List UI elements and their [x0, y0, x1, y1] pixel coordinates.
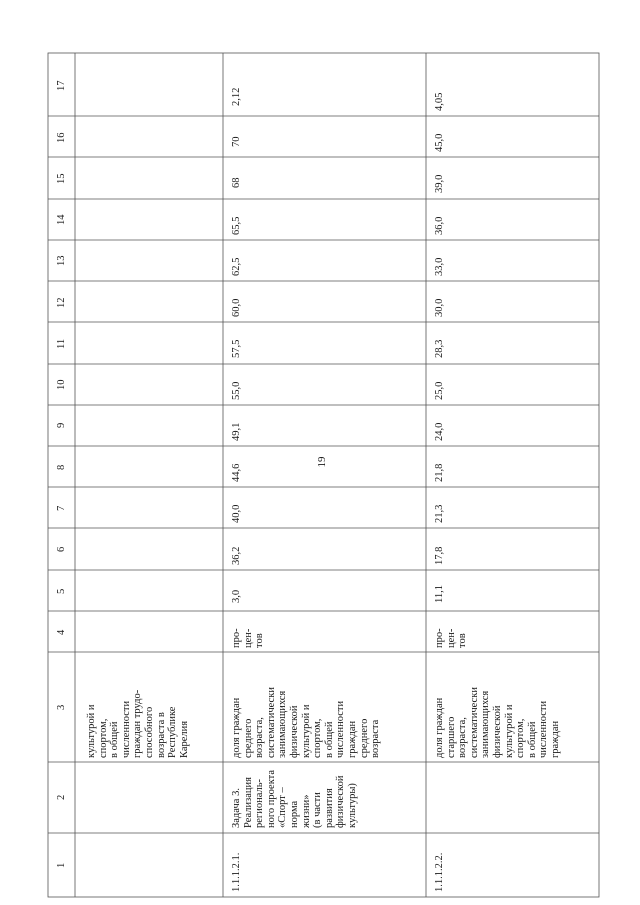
- row-code: 1.1.1.2.2.: [434, 852, 445, 892]
- col-header-2: 2: [56, 794, 67, 800]
- col-header-1: 1: [56, 862, 67, 868]
- value-col13: 33,0: [434, 257, 445, 276]
- value-col11: 28,3: [434, 339, 445, 358]
- value-col11: 57,5: [231, 339, 242, 358]
- value-col9: 49,1: [231, 422, 242, 441]
- col-header-11: 11: [56, 338, 67, 349]
- value-col5: 3,0: [231, 589, 242, 603]
- value-col8: 21,8: [434, 463, 445, 482]
- col-header-7: 7: [56, 505, 67, 511]
- col-header-13: 13: [56, 255, 67, 266]
- value-col5: 11,1: [434, 585, 445, 603]
- value-col12: 30,0: [434, 298, 445, 317]
- value-col10: 55,0: [231, 381, 242, 400]
- value-col6: 36,2: [231, 546, 242, 565]
- row-indicator: доля граждан старшего возраста, систематически занимающихся физической культурой и спортом, в общей численности граждан: [434, 687, 561, 758]
- value-col16: 45,0: [434, 133, 445, 152]
- value-col17: 4,05: [434, 92, 445, 111]
- value-col16: 70: [231, 136, 242, 147]
- value-col9: 24,0: [434, 422, 445, 441]
- value-col12: 60,0: [231, 298, 242, 317]
- row-indicator: доля граждан среднего возраста, систематически занимающихся физической культурой и спортом, в общей численности граждан среднего возраста: [231, 687, 382, 758]
- col-header-10: 10: [56, 379, 67, 390]
- value-col7: 21,3: [434, 504, 445, 523]
- row-code: 1.1.1.2.1.: [231, 852, 242, 892]
- value-col14: 36,0: [434, 216, 445, 235]
- value-col8: 44,6: [231, 463, 242, 482]
- value-col7: 40,0: [231, 504, 242, 523]
- col-header-12: 12: [56, 297, 67, 308]
- page-number: 19: [316, 456, 328, 468]
- value-col10: 25,0: [434, 381, 445, 400]
- value-col6: 17,8: [434, 546, 445, 565]
- col-header-17: 17: [56, 80, 67, 91]
- col-header-6: 6: [56, 546, 67, 552]
- col-header-3: 3: [56, 704, 67, 710]
- value-col15: 68: [231, 177, 242, 188]
- value-col13: 62,5: [231, 257, 242, 276]
- col-header-16: 16: [56, 132, 67, 143]
- col-header-5: 5: [56, 588, 67, 594]
- row-unit: про- цен- тов: [434, 628, 469, 648]
- col-header-8: 8: [56, 464, 67, 470]
- col-header-9: 9: [56, 422, 67, 428]
- col-header-14: 14: [56, 214, 67, 225]
- value-col14: 65,5: [231, 216, 242, 235]
- col-header-15: 15: [56, 173, 67, 184]
- col-header-4: 4: [56, 629, 67, 635]
- value-col17: 2,12: [231, 87, 242, 106]
- value-col15: 39,0: [434, 174, 445, 193]
- row-task: Задача 3. Реализация региональ- ного проекта «Спорт – норма жизни» (в части развития физической культуры): [231, 769, 358, 828]
- row-unit: про- цен- тов: [231, 628, 266, 648]
- continuation-indicator: культурой и спортом, в общей численности граждан трудо- способного возраста в Республике Карелия: [86, 689, 190, 758]
